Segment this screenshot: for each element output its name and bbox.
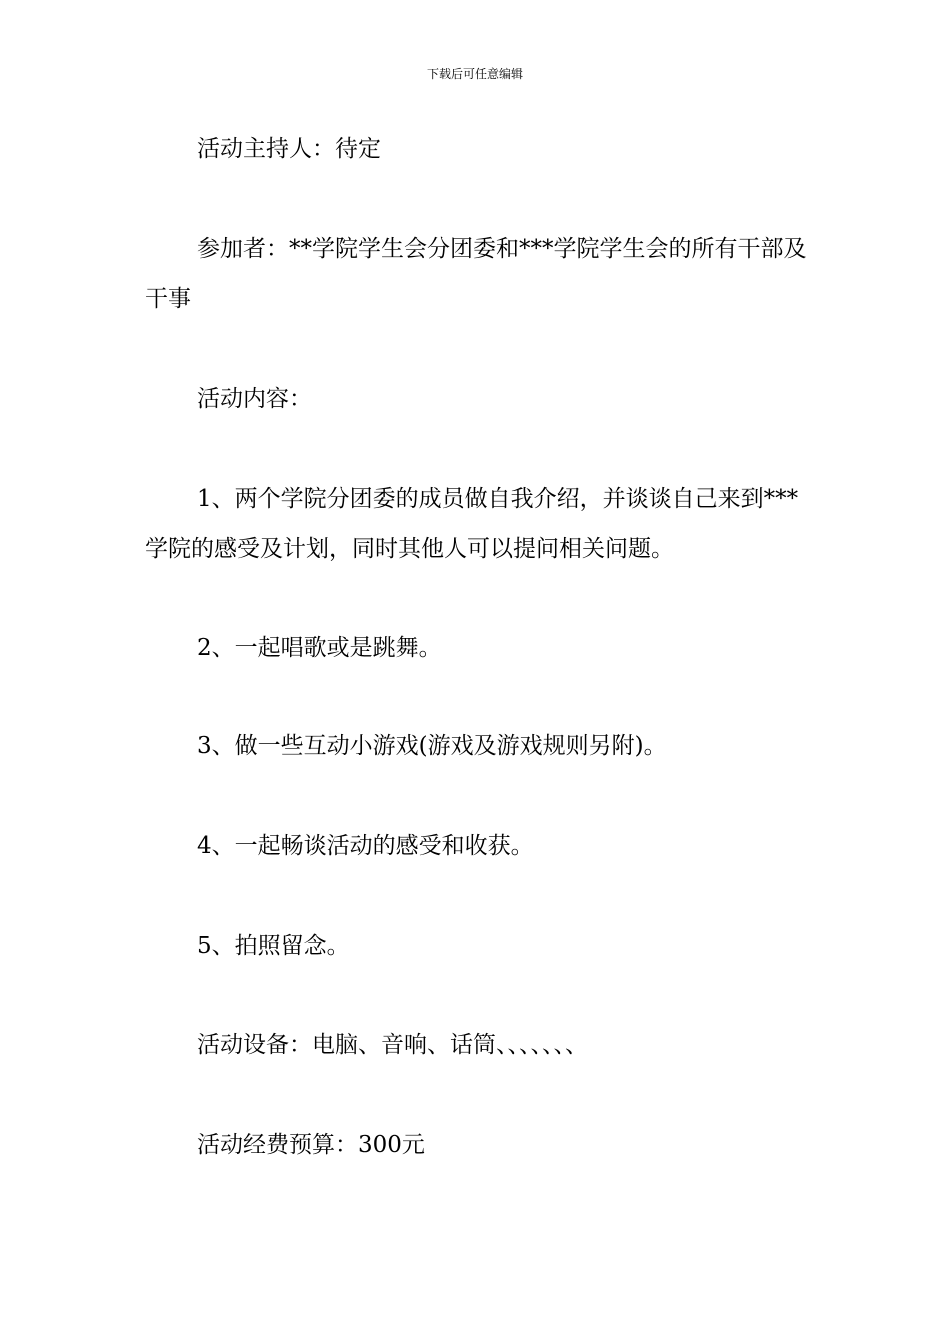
content-heading: 活动内容：	[197, 386, 312, 412]
participants-paragraph: 参加者：**学院学生会分团委和***学院学生会的所有干部及干事	[145, 236, 807, 312]
page-header: 下载后可任意编辑	[426, 67, 523, 81]
content-item-2: 2、一起唱歌或是跳舞。	[197, 635, 442, 661]
content-item-4: 4、一起畅谈活动的感受和收获。	[197, 833, 534, 859]
host-paragraph: 活动主持人：待定	[197, 136, 381, 162]
budget-paragraph: 活动经费预算：300元	[197, 1132, 425, 1158]
content-item-1: 1、两个学院分团委的成员做自我介绍，并谈谈自己来到***学院的感受及计划，同时其他人可以提问相关问题。	[145, 486, 799, 562]
content-item-3: 3、做一些互动小游戏(游戏及游戏规则另附)。	[197, 733, 667, 759]
equipment-paragraph: 活动设备：电脑、音响、话筒、、、、、、、	[197, 1032, 588, 1058]
content-item-5: 5、拍照留念。	[197, 933, 350, 959]
